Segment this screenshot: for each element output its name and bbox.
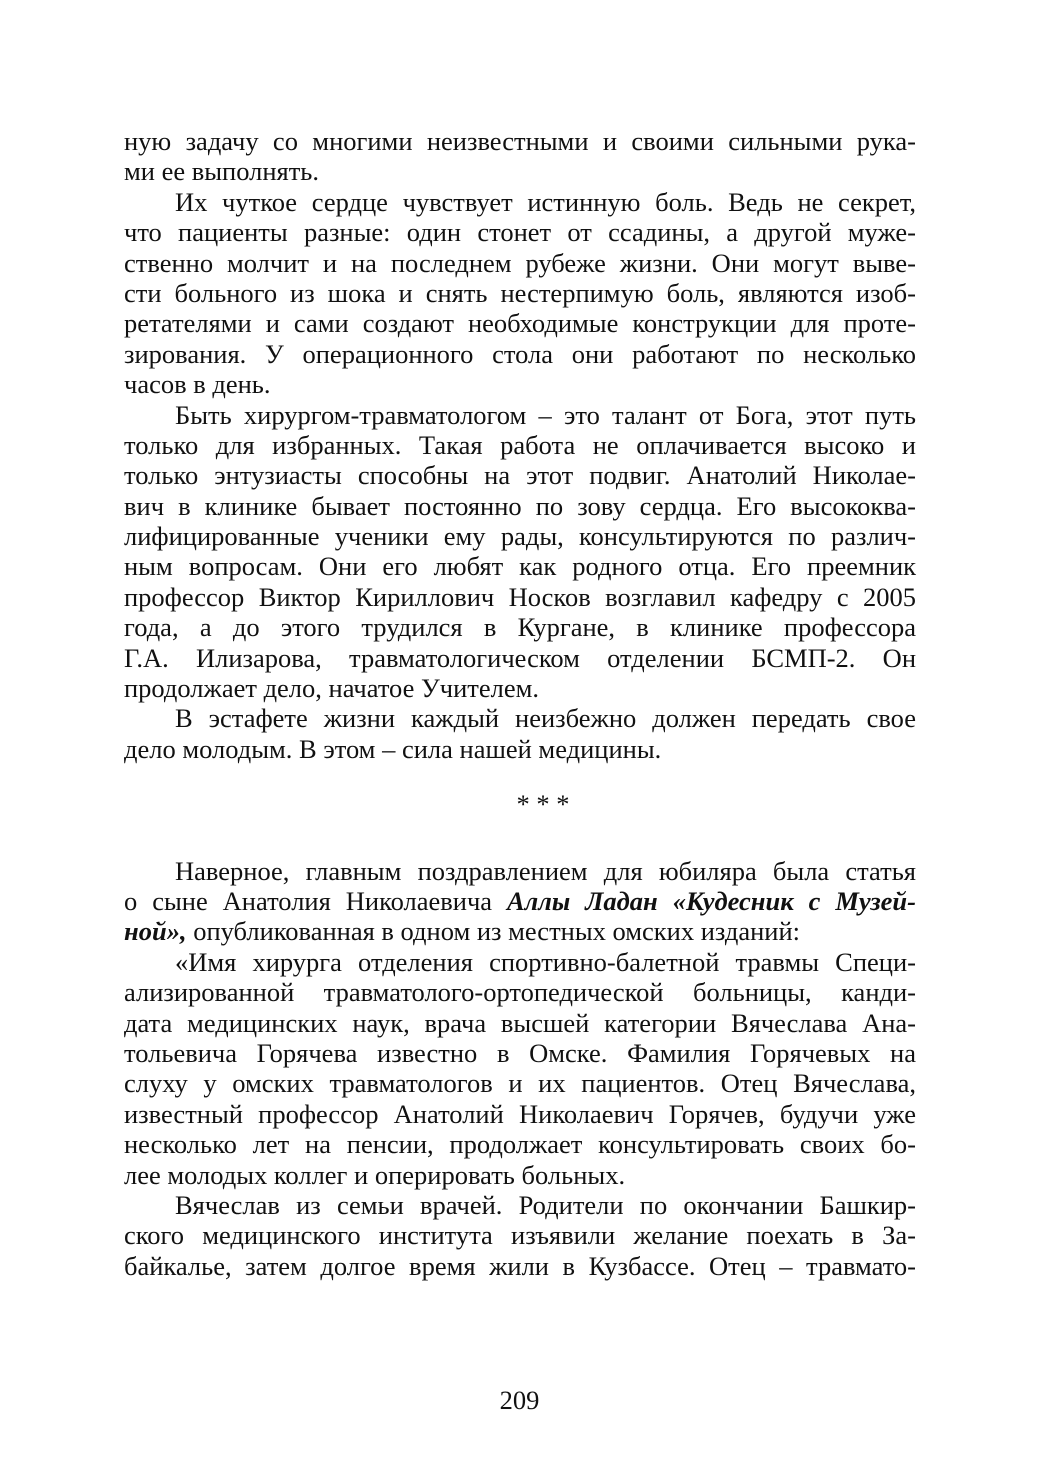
text-line: ми ее выполнять.	[124, 156, 320, 187]
text-line: зирования. У операционного стола они работают по несколько	[124, 338, 916, 369]
text-line: ского медицинского института изъявили желание поехать в За-	[124, 1220, 916, 1251]
article-title: Аллы Ладан «Кудесник с Музей-	[507, 885, 916, 916]
text-line: «Имя хирурга отделения спортивно-балетной травмы Специ-	[175, 946, 916, 977]
text-block-1	[124, 126, 916, 764]
text-block-2	[124, 856, 916, 1281]
text-line: года, а до этого трудился в Кургане, в клинике профессора	[124, 612, 916, 643]
text-line: ализированной травматолого-ортопедической больницы, канди-	[124, 977, 916, 1008]
text-line: только энтузиасты способны на этот подвиг. Анатолий Николае-	[124, 460, 916, 491]
text-line: ную задачу со многими неизвестными и своими сильными рука-	[124, 126, 916, 156]
text-line: продолжает дело, начатое Учителем.	[124, 673, 540, 704]
text-line: сти больного из шока и снять нестерпимую боль, являются изоб-	[124, 277, 916, 308]
text-line: лифицированные ученики ему рады, консультируются по различ-	[124, 521, 916, 552]
text-line: вич в клинике бывает постоянно по зову сердца. Его высококва-	[124, 490, 916, 521]
text-line	[124, 916, 916, 946]
text-line: Наверное, главным поздравлением для юбиляра была статья	[175, 855, 916, 886]
text-line: байкалье, затем долгое время жили в Кузбассе. Отец – травмато-	[124, 1250, 916, 1281]
text-line: тольевича Горячева известно в Омске. Фамилия Горячевых на	[124, 1037, 916, 1068]
text-line: Г.А. Илизарова, травматологическом отделении БСМП-2. Он	[124, 642, 916, 673]
text-line: несколько лет на пенсии, продолжает консультировать своих бо-	[124, 1129, 916, 1160]
text-line: ретателями и сами создают необходимые конструкции для проте-	[124, 308, 916, 339]
text-line	[124, 886, 916, 916]
page-number: 209	[499, 1385, 540, 1415]
text-line: ственно молчит и на последнем рубеже жизни. Они могут выве-	[124, 247, 916, 278]
text-line: что пациенты разные: один стонет от ссадины, а другой муже-	[124, 217, 916, 248]
text-line: известный профессор Анатолий Николаевич Горячев, будучи уже	[124, 1098, 916, 1129]
text-line: Вячеслав из семьи врачей. Родители по окончании Башкир-	[175, 1189, 916, 1220]
text-fragment: опубликованная в одном из местных омских изданий:	[186, 916, 801, 947]
text-line: дата медицинских наук, врача высшей категории Вячеслава Ана-	[124, 1007, 916, 1038]
section-separator: * * *	[516, 789, 570, 820]
text-line: часов в день.	[124, 369, 271, 400]
text-line: ным вопросам. Они его любят как родного отца. Его преемник	[124, 551, 916, 582]
text-line: дело молодым. В этом – сила нашей медицины.	[124, 733, 662, 764]
text-line: Быть хирургом-травматологом – это талант от Бога, этот путь	[175, 399, 916, 430]
text-fragment: о сыне Анатолия Николаевича	[124, 885, 507, 916]
text-line: Их чуткое сердце чувствует истинную боль. Ведь не секрет,	[175, 186, 916, 217]
text-line: В эстафете жизни каждый неизбежно должен передать свое	[175, 703, 916, 734]
text-line: слуху у омских травматологов и их пациентов. Отец Вячеслава,	[124, 1068, 916, 1099]
text-line: профессор Виктор Кириллович Носков возглавил кафедру с 2005	[124, 581, 916, 612]
text-line: лее молодых коллег и оперировать больных.	[124, 1159, 626, 1190]
page-body	[124, 126, 916, 1281]
text-line: только для избранных. Такая работа не оплачивается высоко и	[124, 429, 916, 460]
article-title-end: ной»,	[124, 916, 187, 947]
